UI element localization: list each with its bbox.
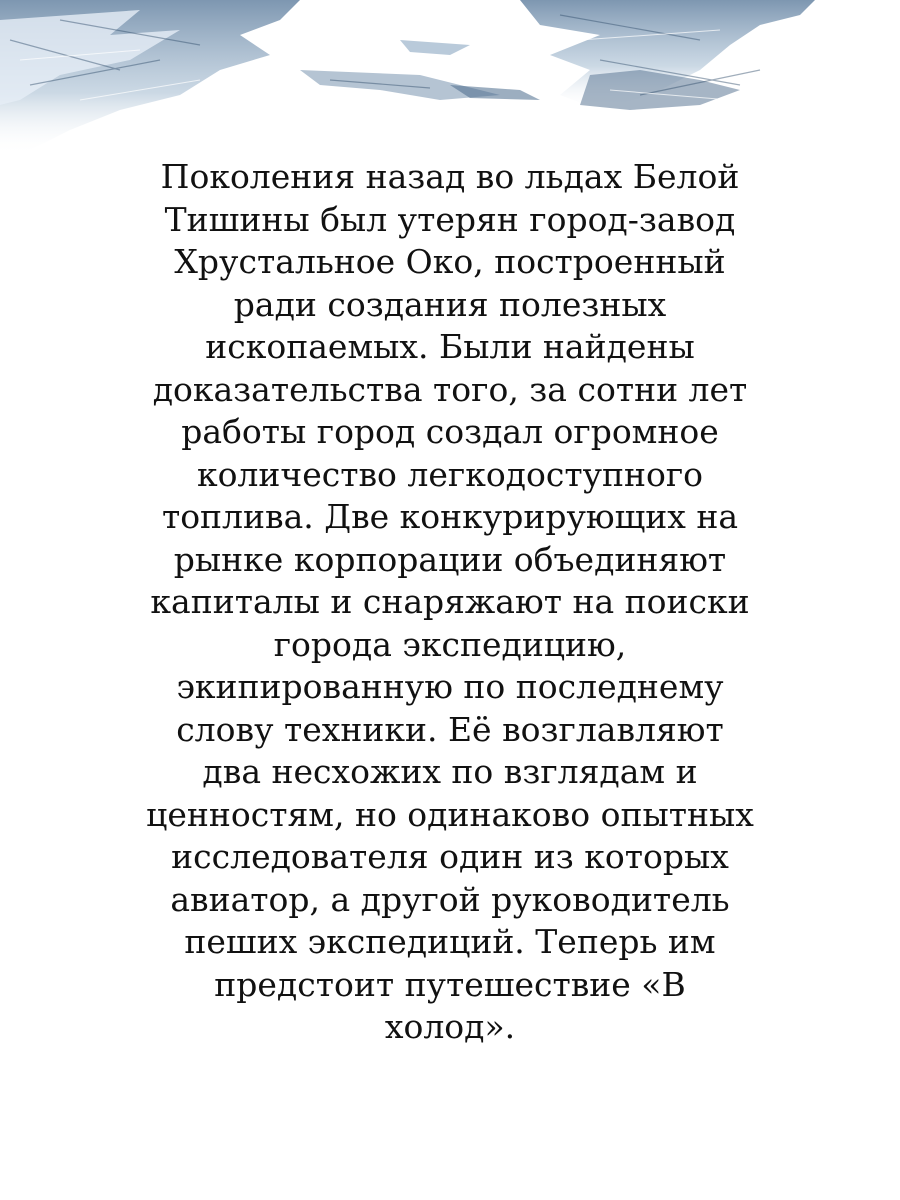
text-line: Тишины был утерян город-завод [164,199,736,239]
text-line: предстоит путешествие «В [214,964,686,1004]
text-line: исследователя один из которых [171,837,729,876]
text-line: количество легкодоступного [196,454,704,494]
text-line: холод». [384,1007,516,1046]
text-line: два несхожих по взглядам и [202,752,698,791]
text-line: Хрустальное Око, построенный [174,242,726,281]
document-body [90,156,810,1049]
text-line: авиатор, а другой руководитель [170,879,730,919]
text-line: капиталы и снаряжают на поиски [150,582,750,621]
text-line: пеших экспедиций. Теперь им [184,922,716,961]
text-line: работы город создал огромное [181,412,719,451]
text-line: слову техники. Её возглавляют [176,709,724,749]
frost-texture-svg [0,0,900,155]
text-line: ради создания полезных [233,284,667,324]
text-line: рынке корпорации объединяют [173,539,727,579]
text-line: экипированную по последнему [176,667,724,706]
text-line: города экспедицию, [273,624,627,664]
text-line: топлива. Две конкурирующих на [161,497,739,536]
frost-texture-image [0,0,900,155]
text-line: ценностям, но одинаково опытных [146,794,754,834]
text-line: доказательства того, за сотни лет [152,369,748,409]
text-line: Поколения назад во льдах Белой [160,157,740,196]
text-line: ископаемых. Были найдены [205,327,695,366]
